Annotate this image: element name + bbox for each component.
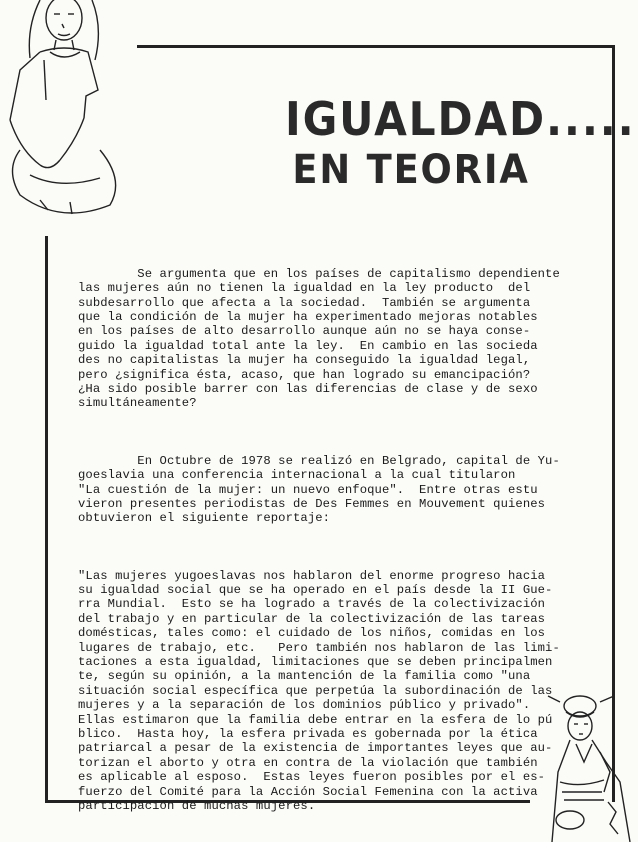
page-title [285, 92, 636, 194]
frame-top-border [137, 45, 614, 48]
paragraph-quote: "Las mujeres yugoeslavas nos hablaron del enorme progreso hacia su igualdad social que se ha operado en el país desde la II Gue- rra Mundial. Esto se ha logrado a través de la colectivización del trabajo y en particular de la colectivización de las tareas domésticas, tales como: el cuidado de los niños, comidas en los lugares de trabajo, etc. Pero también nos hablaron de las limi- taciones a esta igualdad, limitaciones que se deben principalmen te, según su opinión, a la mantención de la familia como "una situación social específica que perpetúa la subordinación de las mujeres y a la separación de los dominios público y privado". Ellas estimaron que la familia debe entrar en la esfera de lo pú blico. Hasta hoy, la esfera privada es gobernada por la ética patriarcal a pesar de la existencia de importantes leyes que au- torizan el aborto y otra en contra de la violación que también es aplicable al esposo. Estas leyes fueron posibles por el es- fuerzo del Comité para la Acción Social Femenina con la activa participación de muchas mujeres. [78, 568, 560, 814]
geisha-illustration-bottom [540, 692, 638, 842]
woman-illustration-top [0, 0, 120, 222]
title-line-1: IGUALDAD..... [285, 92, 636, 146]
frame-left-border [45, 236, 48, 802]
paragraph-intro: Se argumenta que en los países de capitalismo dependiente las mujeres aún no tienen la igualdad en la ley producto del subdesarrollo que afecta a la sociedad. También se argumenta que la condición de la mujer ha experimentado mejoras notables en los países de alto desarrollo aunque aún no se haya conse- guido la igualdad total ante la ley. En cambio en las socieda des no capitalistas la mujer ha conseguido la igualdad legal, pero ¿significa ésta, acaso, que han logrado su emancipación? ¿Ha sido posible barrer con las diferencias de clase y de sexo simultáneamente? [78, 266, 560, 411]
article-body [78, 238, 604, 842]
paragraph-conference: En Octubre de 1978 se realizó en Belgrado, capital de Yu- goeslavia una conferencia internacional a la cual titularon "La cuestión de la mujer: un nuevo enfoque". Entre otras estu vieron presentes periodistas de Des Femmes en Mouvement quienes obtuvieron el siguiente reportaje: [78, 453, 560, 526]
frame-right-border [612, 45, 615, 802]
title-line-2: EN TEORIA [292, 147, 530, 193]
